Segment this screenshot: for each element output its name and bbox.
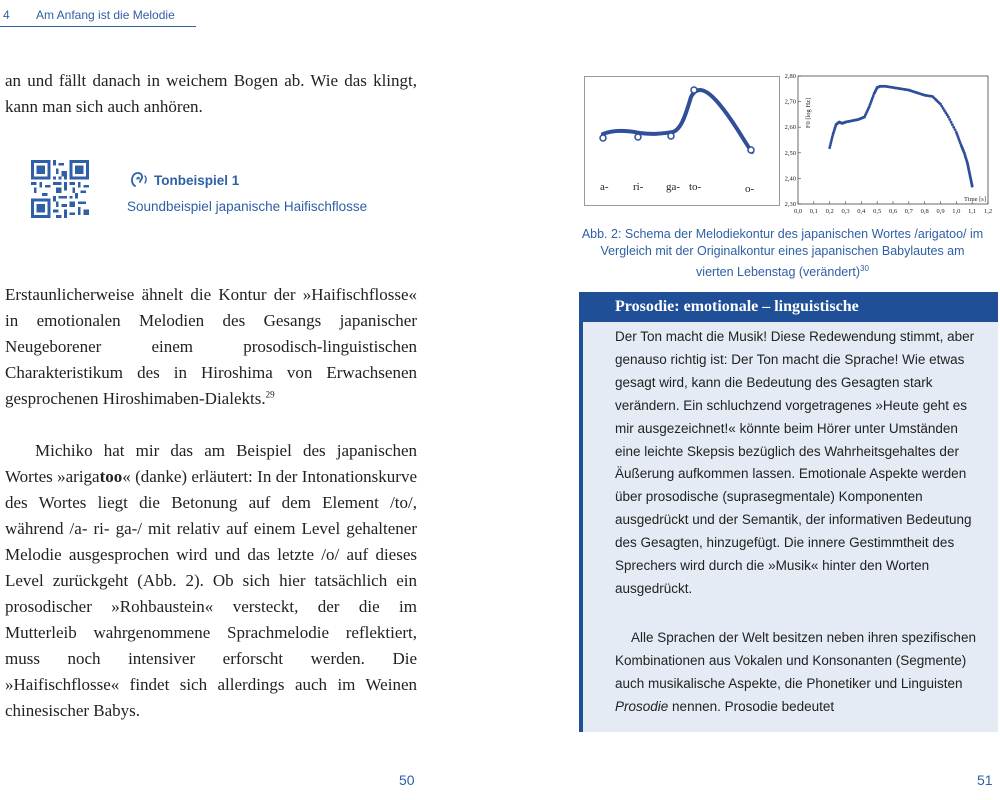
- y-axis-label: F0 [log Hz]: [805, 97, 812, 129]
- x-tick-label: 0,4: [857, 208, 866, 215]
- syllable-point: [691, 87, 697, 93]
- page-number-left: 50: [399, 772, 415, 788]
- syllable-label: ga-: [666, 181, 681, 193]
- melody-schema-figure: [584, 76, 780, 206]
- f0-data-point: [971, 185, 974, 188]
- syllable-label: to-: [689, 181, 702, 193]
- paragraph-haifischflosse: Erstaunlicherweise ähnelt die Kontur der »Haifischflosse« in emotionalen Melodien des Gesangs japanischer Neugeborener einem prosodisch-linguistischen Charakteristikum des in Hiroshima von Erwachsenen gesprochenen Hiroshimaben-Dialekts.$^{29}$: [5, 285, 417, 408]
- syllable-point: [635, 134, 641, 140]
- paragraph-intro: an und fällt danach in weichem Bogen ab. Wie das klingt, kann man sich auch anhören.: [5, 71, 417, 116]
- f0-data-point: [947, 116, 950, 119]
- header-page-number: 4: [3, 8, 10, 22]
- f0-data-point: [952, 126, 955, 129]
- syllable-point: [748, 147, 754, 153]
- melody-contour: [603, 90, 752, 152]
- y-tick-label: 2,70: [784, 98, 796, 106]
- syllable-point: [668, 133, 674, 139]
- f0-data-point: [948, 118, 951, 121]
- paragraph-arigatoo: Michiko hat mir das am Beispiel des japanischen Wortes »arigatoo« (danke) erläutert: In der Intonationskurve des Wortes liegt die Betonung auf dem Element /to/, während /a- ri- ga-/ mit relativ auf einem Level gehaltener Melodie ausgesprochen wird und das letzte /o/ auf dieses Level zurückgeht (Abb. 2). Ob sich hier tatsächlich ein prosodischer »Rohbaustein« versteckt, der die im Mutterleib wahrgenommene Sprachmelodie reflektiert, muss noch intensiver erforscht werden. Die »Haifischflosse« findet sich allerdings auch im Weinen chinesischer Babys.: [5, 441, 417, 720]
- syllable-label: o-: [745, 183, 755, 195]
- y-tick-label: 2,60: [784, 124, 796, 132]
- syllable-label: a-: [600, 181, 609, 193]
- tonbeispiel-heading[interactable]: [129, 171, 239, 189]
- tonbeispiel-title: Tonbeispiel 1: [154, 172, 240, 188]
- x-tick-label: 0,3: [841, 208, 850, 215]
- x-tick-label: 1,0: [952, 208, 961, 215]
- header-chapter-title: Am Anfang ist die Melodie: [36, 8, 175, 22]
- caption-footnote-marker: 30: [860, 264, 869, 273]
- x-tick-label: 0,5: [873, 208, 882, 215]
- qr-code[interactable]: [31, 160, 89, 218]
- figure-caption: Abb. 2: Schema der Melodiekontur des japanischen Wortes /arigatoo/ im Vergleich mit der Originalkontur eines japanischen Babylautes am vierten Lebenstag (verändert)$^{30}$: [581, 227, 984, 280]
- x-tick-label: 0,9: [936, 208, 945, 215]
- footnote-marker: 29: [265, 389, 275, 400]
- syllable-label: ri-: [633, 181, 644, 193]
- infobox-paragraph-1: Der Ton macht die Musik! Diese Redewendung stimmt, aber genauso richtig ist: Der Ton macht die Sprache! Wie etwas gesagt wird, kann die Bedeutung des Gesagten stark verändern. Ein schluchzend vorgetragenes »Heute geht es mir ausgezeichnet!« könnte beim Hörer unter Umständen eine leichte Skepsis bezüglich des Wahrheitsgehaltes der Äußerung aufkommen lassen. Emotionale Aspekte werden über prosodische (suprasegmentale) Komponenten ausgedrückt und der Semantik, der informativen Bedeutung des Gesagten, hinzugefügt. Die innere Gestimmtheit des Sprechers wird durch die »Musik« hinter den Worten ausgedrückt.: [615, 329, 975, 596]
- tonbeispiel-subtitle[interactable]: Soundbeispiel japanische Haifischflosse: [127, 199, 368, 214]
- x-tick-label: 0,2: [825, 208, 834, 215]
- x-tick-label: 0,7: [904, 208, 913, 215]
- y-tick-label: 2,50: [784, 149, 796, 157]
- infobox-paragraph-2: Alle Sprachen der Welt besitzen neben ihren spezifischen Kombinationen aus Vokalen und Konsonanten (Segmente) auch musikalische Aspekte, die Phonetiker und Linguisten Prosodie nennen. Prosodie bedeutet: [615, 630, 976, 714]
- y-tick-label: 2,40: [784, 175, 796, 183]
- x-tick-label: 0,1: [809, 208, 818, 215]
- f0-data-point: [951, 123, 954, 126]
- x-tick-label: 1,2: [983, 208, 993, 215]
- ear-icon: [129, 171, 149, 189]
- f0-chart-svg: [770, 68, 996, 220]
- melody-schema-svg: [585, 77, 779, 205]
- infobox-title: Prosodie: emotionale – linguistische: [583, 292, 998, 322]
- x-tick-label: 0,6: [888, 208, 898, 215]
- x-tick-label: 1,1: [968, 208, 977, 215]
- f0-data-point: [950, 121, 953, 124]
- syllable-point: [600, 135, 606, 141]
- page-number-right: 51: [977, 772, 993, 788]
- f0-chart: [770, 68, 996, 220]
- y-tick-label: 2,80: [784, 73, 796, 80]
- x-axis-label: Time [s]: [964, 196, 986, 203]
- x-tick-label: 0,8: [920, 208, 929, 215]
- x-tick-label: 0,0: [793, 208, 803, 215]
- running-header: [0, 0, 196, 27]
- f0-data-point: [954, 128, 957, 131]
- prosodie-infobox: [579, 292, 998, 732]
- y-tick-label: 2,30: [784, 201, 796, 208]
